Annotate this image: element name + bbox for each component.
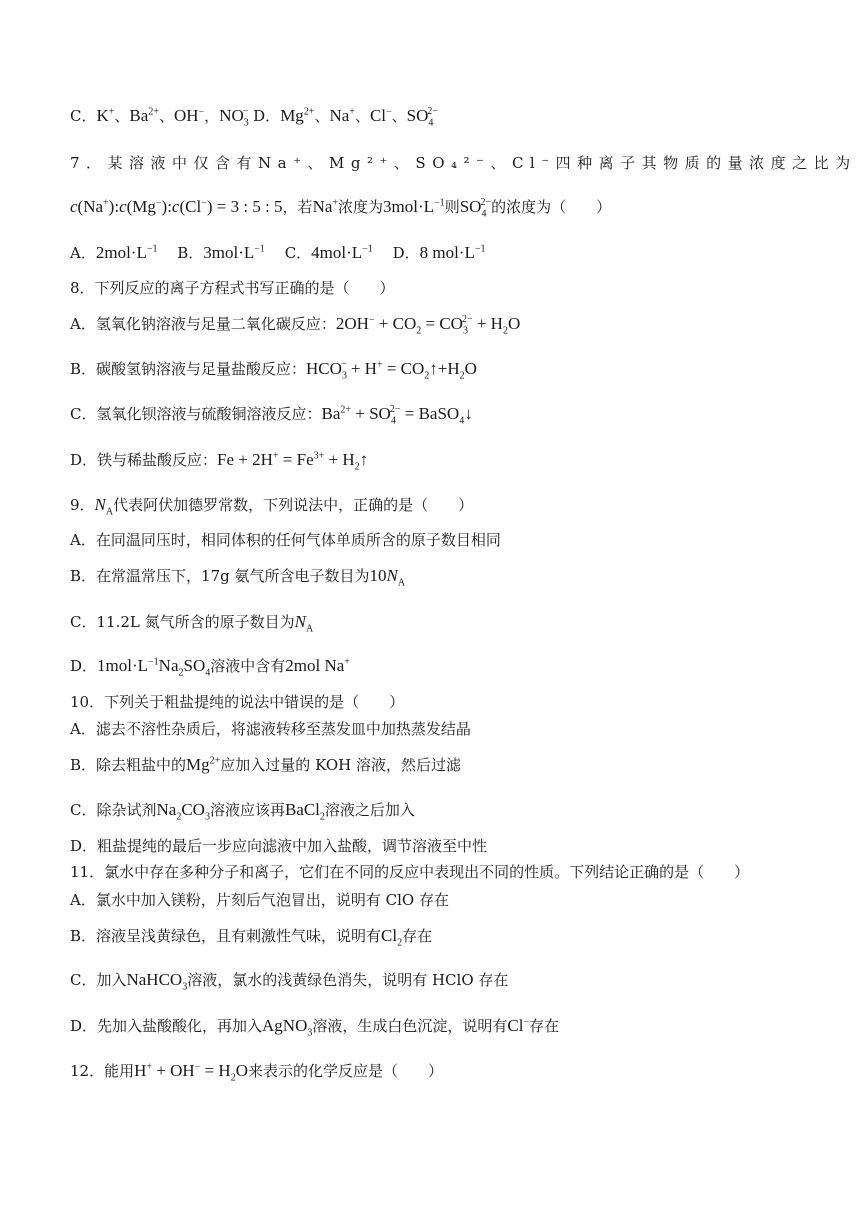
question-10-option-b: B．除去粗盐中的$Mg^{2+}$应加入过量的 KOH 溶液，然后过滤 xyxy=(70,755,462,774)
question-9-option-a: A．在同温同压时，相同体积的任何气体单质所含的原子数目相同 xyxy=(70,531,501,549)
question-10-option-d: D．粗盐提纯的最后一步应向滤液中加入盐酸，调节溶液至中性 xyxy=(70,837,488,855)
question-10-stem: 10．下列关于粗盐提纯的说法中错误的是（ ） xyxy=(70,693,405,711)
question-9-stem: 9．$N_A$代表阿伏加德罗常数，下列说法中，正确的是（ ） xyxy=(70,495,474,518)
question-7-options: A．$2mol\cdot L^{-1}$ B．$3mol\cdot L^{-1}$ C．$4mol\cdot L^{-1}$ D．8 $mol\cdot L^{-1}$ xyxy=(70,243,486,262)
question-10-option-c: C．除杂试剂$Na_2CO_3$溶液应该再BaCl$_2$溶液之后加入 xyxy=(70,800,415,823)
question-8-option-a: A．氢氧化钠溶液与足量二氧化碳反应：$2OH^- + CO_2 = CO_3^{2-} + H_2O$ xyxy=(70,314,521,337)
question-11-option-b: B．溶液呈浅黄绿色，且有刺激性气味，说明有$Cl_2$存在 xyxy=(70,926,433,949)
question-9-option-c: C．11.2L 氮气所含的原子数目为$N_A$ xyxy=(70,612,314,635)
question-11-option-a: A．氯水中加入镁粉，片刻后气泡冒出，说明有 ClO 存在 xyxy=(70,891,449,909)
question-11-option-d: D．先加入盐酸酸化，再加入AgNO$_3$溶液，生成白色沉淀，说明有Cl−存在 xyxy=(70,1016,560,1039)
question-11-option-c: C．加入NaHCO$_3$溶液，氯水的浅黄绿色消失，说明有 HClO 存在 xyxy=(70,970,509,993)
question-11-stem: 11．氯水中存在多种分子和离子，它们在不同的反应中表现出不同的性质。下列结论正确的是（ ） xyxy=(70,863,750,881)
question-7-stem: 7．某溶液中仅含有Na⁺、Mg²⁺、SO₄²⁻、Cl⁻四种离子其物质的量浓度之比为 xyxy=(70,154,857,172)
question-12-stem: 12．能用$H^+ + OH^- = H_2O$来表示的化学反应是（ ） xyxy=(70,1061,443,1084)
question-7-ratio: c(Na+):c(Mg−):c(Cl−) = 3 : 5 : 5，若Na+浓度为$3mol\cdot L^{-1}$则$SO_4^{2-}$的浓度为（ ） xyxy=(70,197,612,220)
option-line-6cd: C．K+、$Ba^{2+}$、OH−，$NO_3^-$ D．$Mg^{2+}$、Na+、Cl−、$SO_4^{2-}$ xyxy=(70,106,439,129)
question-9-option-d: D．$1mol\cdot L^{-1}Na_2SO_4$溶液中含有2mol Na+ xyxy=(70,656,350,679)
question-8-stem: 8．下列反应的离子方程式书写正确的是（ ） xyxy=(70,279,395,297)
question-8-option-d: D．铁与稀盐酸反应：$Fe + 2H^+ = Fe^{3+}$ + $H_2↑$ xyxy=(70,450,369,473)
question-8-option-b: B．碳酸氢钠溶液与足量盐酸反应：$HCO_3^- + H^+$ = $CO_2↑+H_2O$ xyxy=(70,359,477,382)
question-9-option-b: B．在常温常压下，17g 氨气所含电子数目为$10N_A$ xyxy=(70,566,406,589)
question-8-option-c: C．氢氧化钡溶液与硫酸铜溶液反应：$Ba^{2+} + SO_4^{2-}$ = BaSO$_4$↓ xyxy=(70,404,473,427)
question-10-option-a: A．滤去不溶性杂质后，将滤液转移至蒸发皿中加热蒸发结晶 xyxy=(70,720,471,738)
